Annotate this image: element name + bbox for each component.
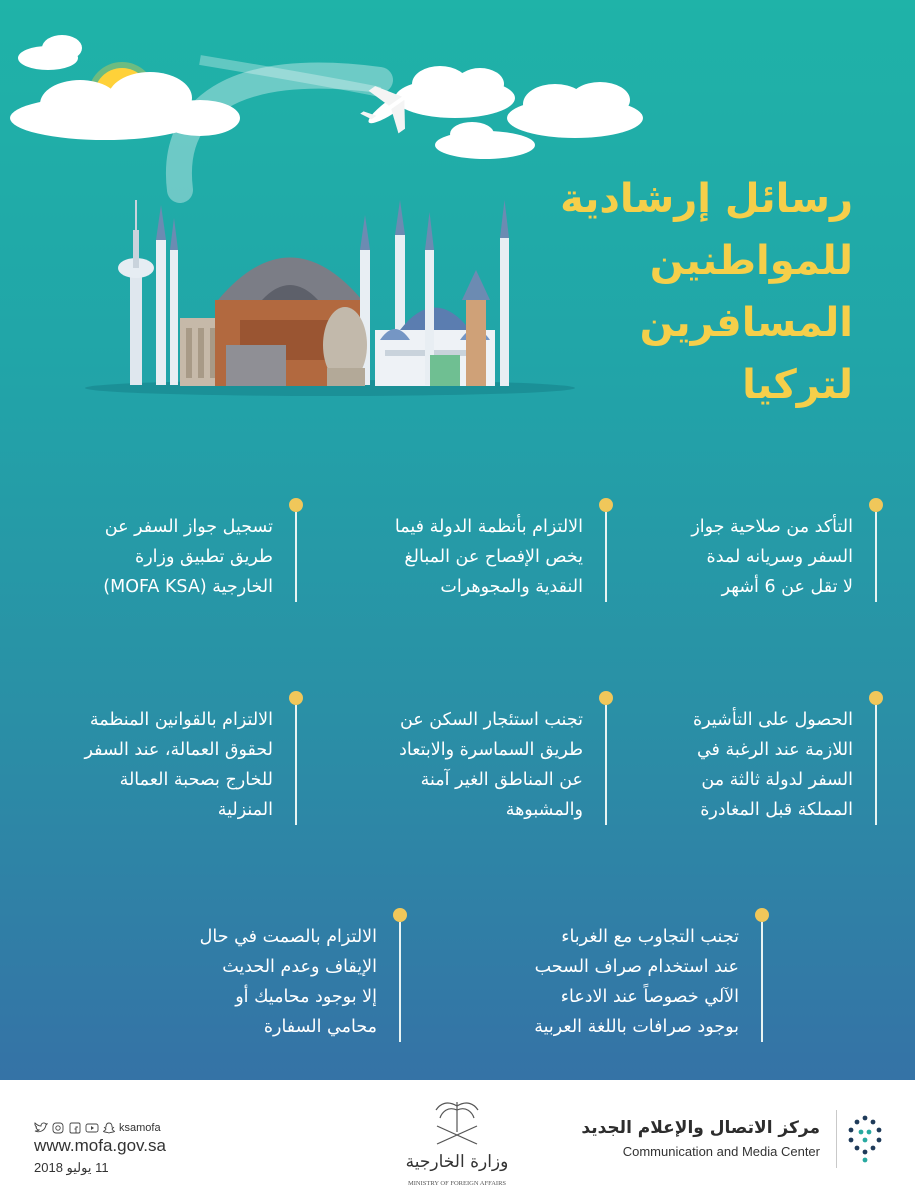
media-center-logo-icon xyxy=(845,1112,885,1164)
bullet-dot-icon xyxy=(393,908,407,922)
bullet-dot-icon xyxy=(869,498,883,512)
ministry-name-en: MINISTRY OF FOREIGN AFFAIRS xyxy=(407,1180,507,1187)
social-handle[interactable]: ksamofa xyxy=(119,1122,161,1134)
tip-labor-laws: الالتزام بالقوانين المنظمة لحقوق العمالة، عند السفر للخارج بصحبة العمالة المنزلية xyxy=(29,705,297,825)
title-line-2: للمواطنين xyxy=(649,238,853,284)
media-center-name-ar: مركز الاتصال والإعلام الجديد xyxy=(581,1118,820,1138)
publish-date: 11 يوليو 2018 xyxy=(34,1160,109,1175)
instagram-icon[interactable] xyxy=(51,1122,65,1134)
tip-strangers: تجنب التجاوب مع الغرباء عند استخدام صراف السحب الآلي خصوصاً عند الادعاء بوجود صرافات باللغة العربية xyxy=(463,922,763,1042)
footer-divider xyxy=(836,1110,837,1168)
title-line-3: المسافرين xyxy=(639,300,853,346)
bullet-dot-icon xyxy=(289,691,303,705)
tip-declare-cash: الالتزام بأنظمة الدولة فيما يخص الإفصاح عن المبالغ النقدية والمجوهرات xyxy=(327,512,607,602)
media-center-name xyxy=(581,1118,820,1159)
website-link[interactable]: www.mofa.gov.sa xyxy=(34,1136,166,1155)
bullet-dot-icon xyxy=(869,691,883,705)
snapchat-icon[interactable] xyxy=(102,1122,116,1134)
cloud-icon xyxy=(507,82,643,138)
bullet-dot-icon xyxy=(289,498,303,512)
tip-register-passport: تسجيل جواز السفر عن طريق تطبيق وزارة الخارجية (MOFA KSA) xyxy=(29,512,297,602)
title-line-1: رسائل إرشادية xyxy=(560,176,853,222)
footer-contact xyxy=(34,1122,166,1176)
ministry-name-ar: وزارة الخارجية xyxy=(405,1152,509,1172)
title-line-4: لتركيا xyxy=(742,362,853,408)
social-links xyxy=(34,1122,166,1134)
youtube-icon[interactable] xyxy=(85,1122,99,1134)
tip-passport-validity: التأكد من صلاحية جواز السفر وسريانه لمدة لا تقل عن 6 أشهر xyxy=(637,512,877,602)
media-center-name-en: Communication and Media Center xyxy=(622,1144,820,1159)
facebook-icon[interactable] xyxy=(68,1122,82,1134)
bullet-dot-icon xyxy=(599,498,613,512)
bullet-dot-icon xyxy=(755,908,769,922)
ministry-emblem-logo xyxy=(392,1092,522,1192)
tip-housing: تجنب استئجار السكن عن طريق السماسرة والابتعاد عن المناطق الغير آمنة والمشبوهة xyxy=(327,705,607,825)
footer xyxy=(0,1080,915,1200)
page-title xyxy=(433,168,853,416)
cloud-icon xyxy=(18,35,82,70)
cloud-icon xyxy=(10,72,240,140)
bullet-dot-icon xyxy=(599,691,613,705)
twitter-icon[interactable] xyxy=(34,1122,48,1134)
tip-silence: الالتزام بالصمت في حال الإيقاف وعدم الحديث إلا بوجود محاميك أو محامي السفارة xyxy=(139,922,401,1042)
tip-visa: الحصول على التأشيرة اللازمة عند الرغبة في السفر لدولة ثالثة من المملكة قبل المغادرة xyxy=(637,705,877,825)
